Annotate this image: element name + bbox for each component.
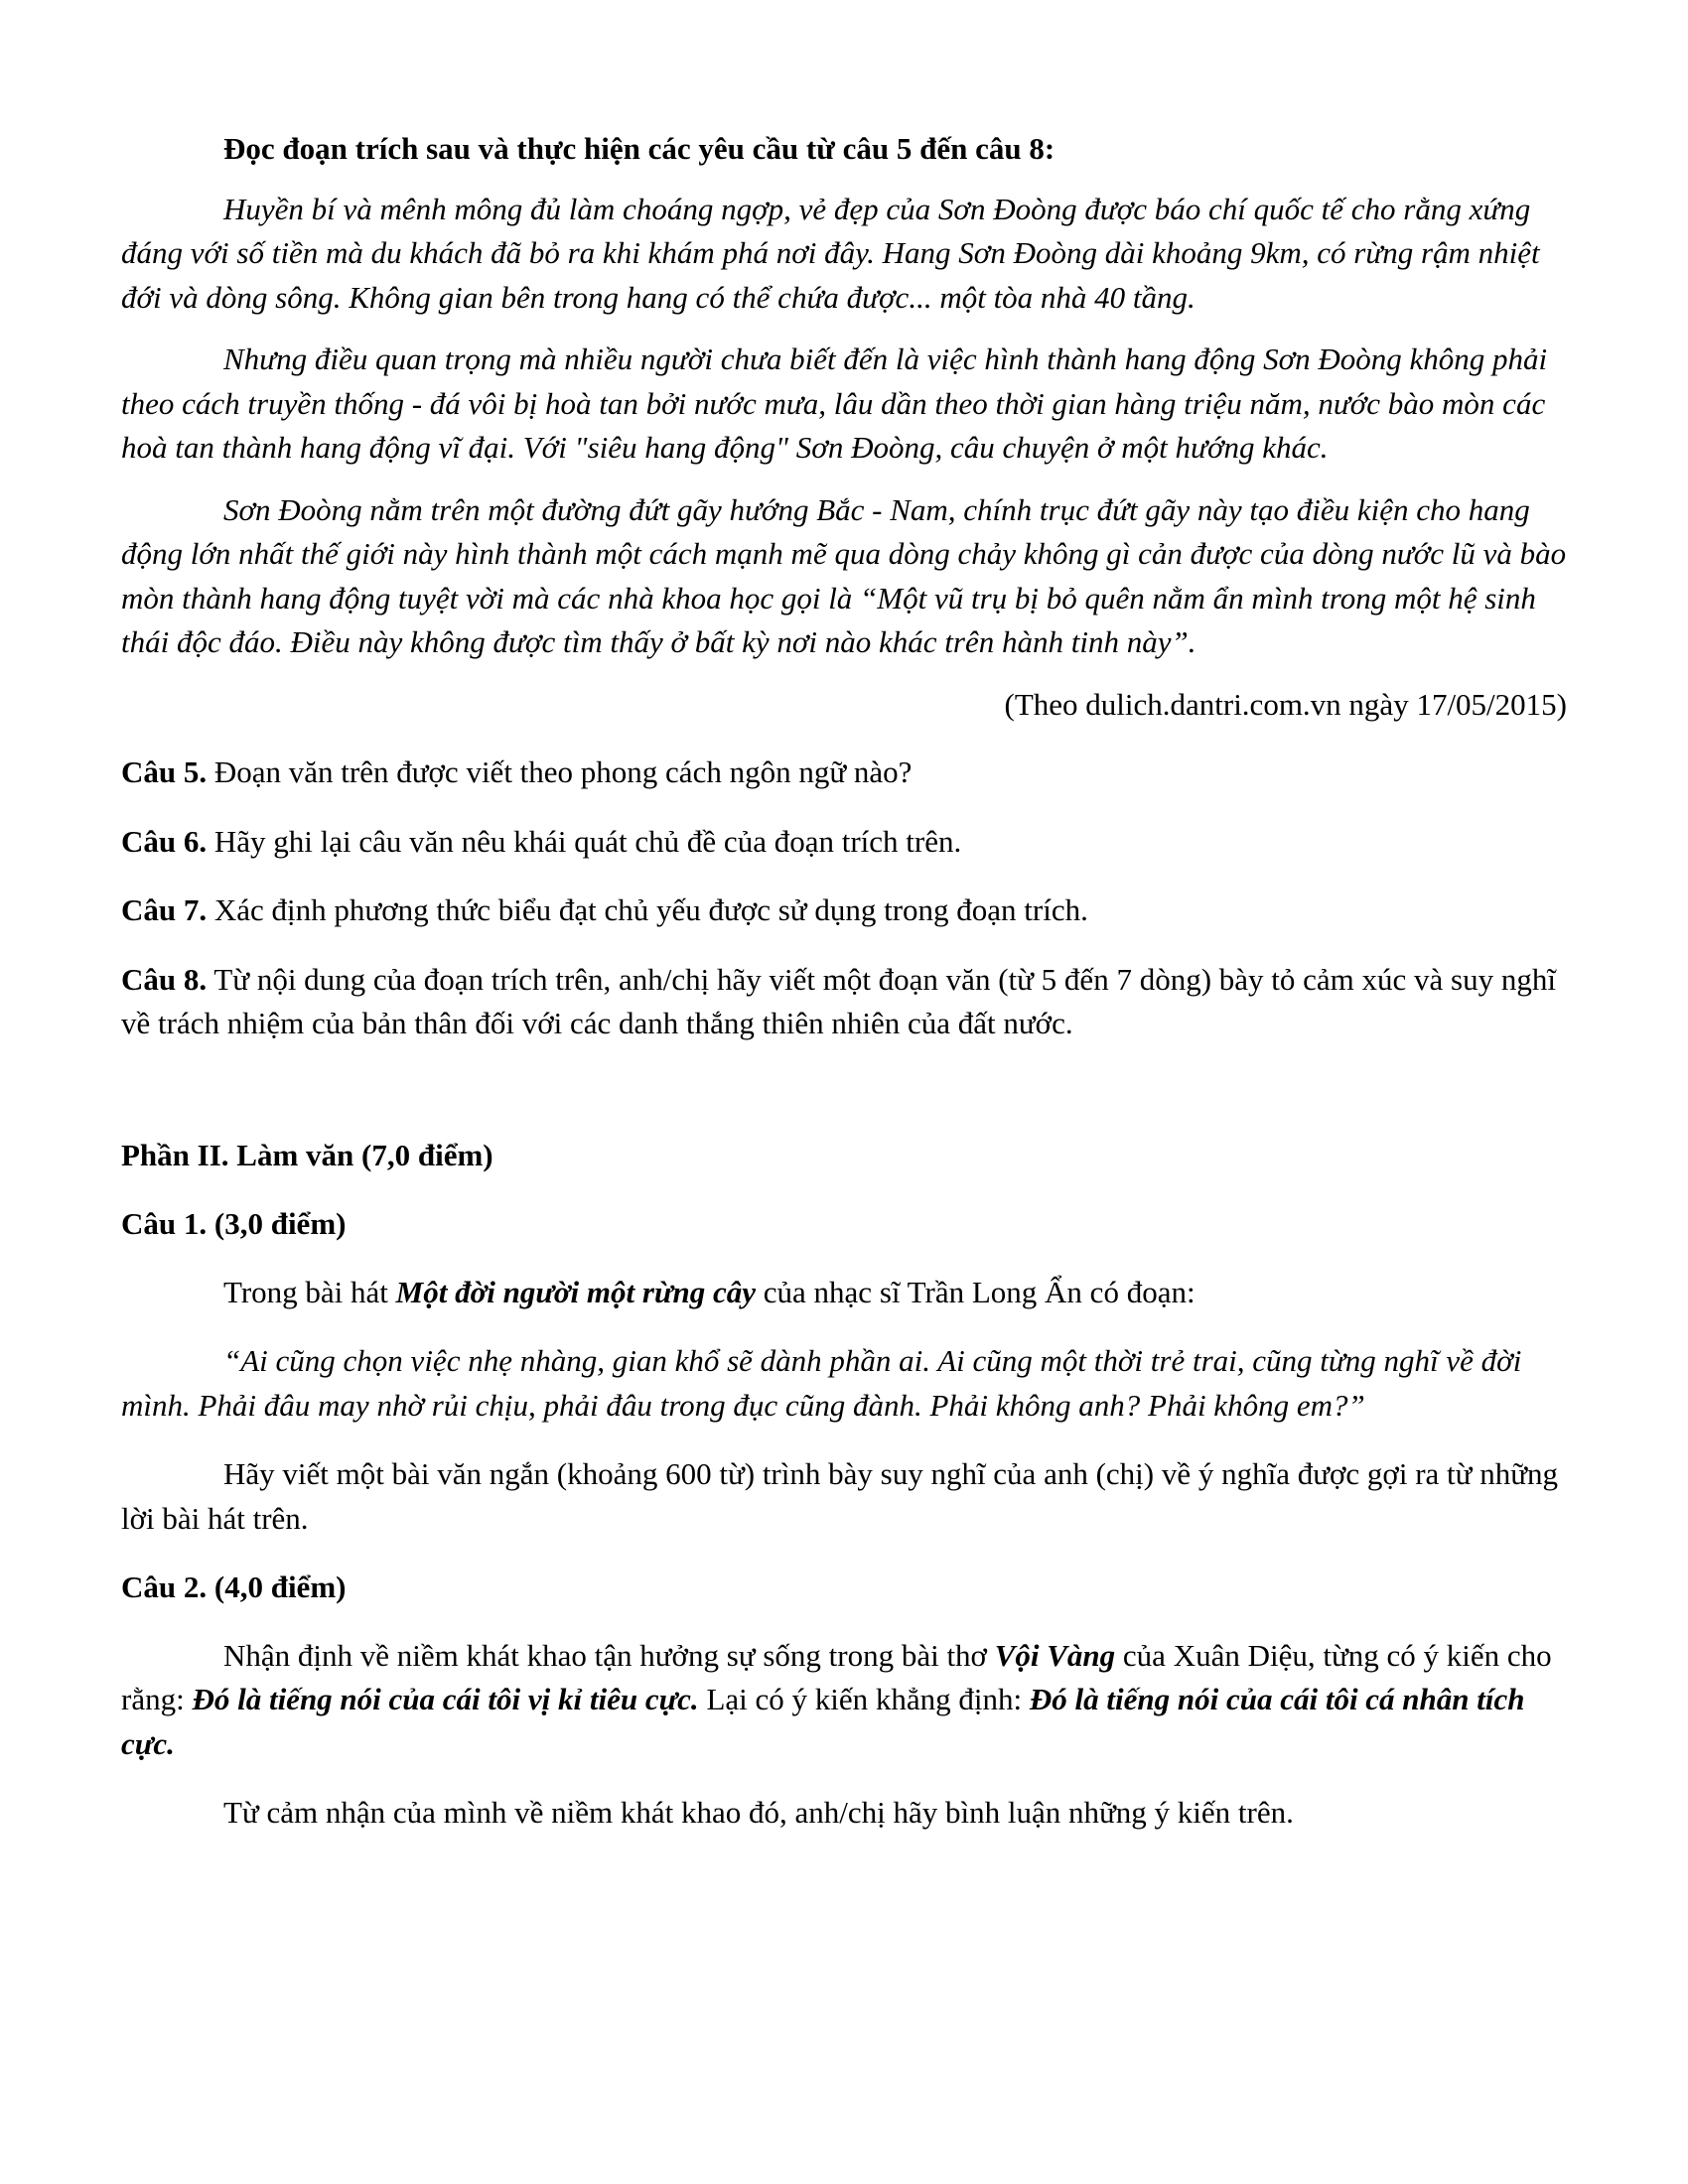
question-6 <box>121 820 1567 865</box>
essay-question-1-intro <box>121 1271 1567 1315</box>
essay-question-1-task: Hãy viết một bài văn ngắn (khoảng 600 từ) trình bày suy nghĩ của anh (chị) về ý nghĩa được gợi ra từ những lời bài hát trên. <box>121 1456 1558 1536</box>
passage-paragraph-2: Nhưng điều quan trọng mà nhiều người chưa biết đến là việc hình thành hang động Sơn Đoòng không phải theo cách truyền thống - đá vôi bị hoà tan bởi nước mưa, lâu dần theo thời gian hàng triệu năm, nước bào mòn các hoà tan thành hang động vĩ đại. Với "siêu hang động" Sơn Đoòng, câu chuyện ở một hướng khác. <box>121 341 1548 465</box>
intro-text: Lại có ý kiến khẳng định: <box>698 1682 1030 1716</box>
part-2-title: Phần II. Làm văn (7,0 điểm) <box>121 1137 493 1172</box>
passage-paragraph-3: Sơn Đoòng nằm trên một đường đứt gãy hướng Bắc - Nam, chính trục đứt gãy này tạo điều kiện cho hang động lớn nhất thế giới này hình thành một cách mạnh mẽ qua dòng chảy không gì cản được của dòng nước lũ và bào mòn thành hang động tuyệt vời mà các nhà khoa học gọi là “Một vũ trụ bị bỏ quên nằm ẩn mình trong một hệ sinh thái độc đáo. Điều này không được tìm thấy ở bất kỳ nơi nào khác trên hành tinh này”. <box>121 491 1567 659</box>
question-text: Đoạn văn trên được viết theo phong cách ngôn ngữ nào? <box>207 754 913 789</box>
question-label: Câu 8. <box>121 961 208 997</box>
essay-question-2-intro <box>121 1634 1567 1767</box>
song-title: Một đời người một rừng cây <box>395 1274 757 1309</box>
question-label: Câu 7. <box>121 892 208 927</box>
reading-heading: Đọc đoạn trích sau và thực hiện các yêu cầu từ câu 5 đến câu 8: <box>223 131 1055 166</box>
question-5 <box>121 751 1567 795</box>
question-8 <box>121 958 1567 1046</box>
document-page <box>121 127 1567 1860</box>
question-label: Câu 6. <box>121 823 208 859</box>
poem-title: Vội Vàng <box>994 1637 1116 1673</box>
essay-question-2-title: Câu 2. (4,0 điểm) <box>121 1570 347 1604</box>
intro-text: Trong bài hát <box>223 1274 396 1309</box>
passage-source: (Theo dulich.dantri.com.vn ngày 17/05/2015) <box>1004 686 1567 722</box>
question-label: Câu 5. <box>121 754 208 789</box>
essay-question-1-title: Câu 1. (3,0 điểm) <box>121 1206 347 1241</box>
question-text: Từ nội dung của đoạn trích trên, anh/chị hãy viết một đoạn văn (từ 5 đến 7 dòng) bày tỏ cảm xúc và suy nghĩ về trách nhiệm của bản thân đối với các danh thắng thiên nhiên của đất nước. <box>121 961 1556 1040</box>
question-text: Hãy ghi lại câu văn nêu khái quát chủ đề của đoạn trích trên. <box>207 823 962 859</box>
opinion-1: Đó là tiếng nói của cái tôi vị kỉ tiêu cực. <box>192 1682 699 1716</box>
song-lyric-quote: “Ai cũng chọn việc nhẹ nhàng, gian khổ sẽ dành phần ai. Ai cũng một thời trẻ trai, cũng từng nghĩ về đời mình. Phải đâu may nhờ rủi chịu, phải đâu trong đục cũng đành. Phải không anh? Phải không em?” <box>121 1343 1522 1423</box>
question-text: Xác định phương thức biểu đạt chủ yếu được sử dụng trong đoạn trích. <box>207 892 1088 927</box>
opinion-2: Đó là tiếng nói của cái tôi cá nhân tích cực. <box>121 1682 1525 1761</box>
intro-text: của nhạc sĩ Trần Long Ẩn có đoạn: <box>756 1274 1196 1309</box>
intro-text: của Xuân Diệu, từng có ý kiến cho rằng: <box>121 1637 1552 1716</box>
passage-paragraph-1: Huyền bí và mênh mông đủ làm choáng ngợp, vẻ đẹp của Sơn Đoòng được báo chí quốc tế cho rằng xứng đáng với số tiền mà du khách đã bỏ ra khi khám phá nơi đây. Hang Sơn Đoòng dài khoảng 9km, có rừng rậm nhiệt đới và dòng sông. Không gian bên trong hang có thể chứa được... một tòa nhà 40 tầng. <box>121 191 1540 315</box>
essay-question-2-task: Từ cảm nhận của mình về niềm khát khao đó, anh/chị hãy bình luận những ý kiến trên. <box>223 1795 1294 1830</box>
intro-text: Nhận định về niềm khát khao tận hưởng sự sống trong bài thơ <box>223 1637 995 1673</box>
question-7 <box>121 888 1567 933</box>
